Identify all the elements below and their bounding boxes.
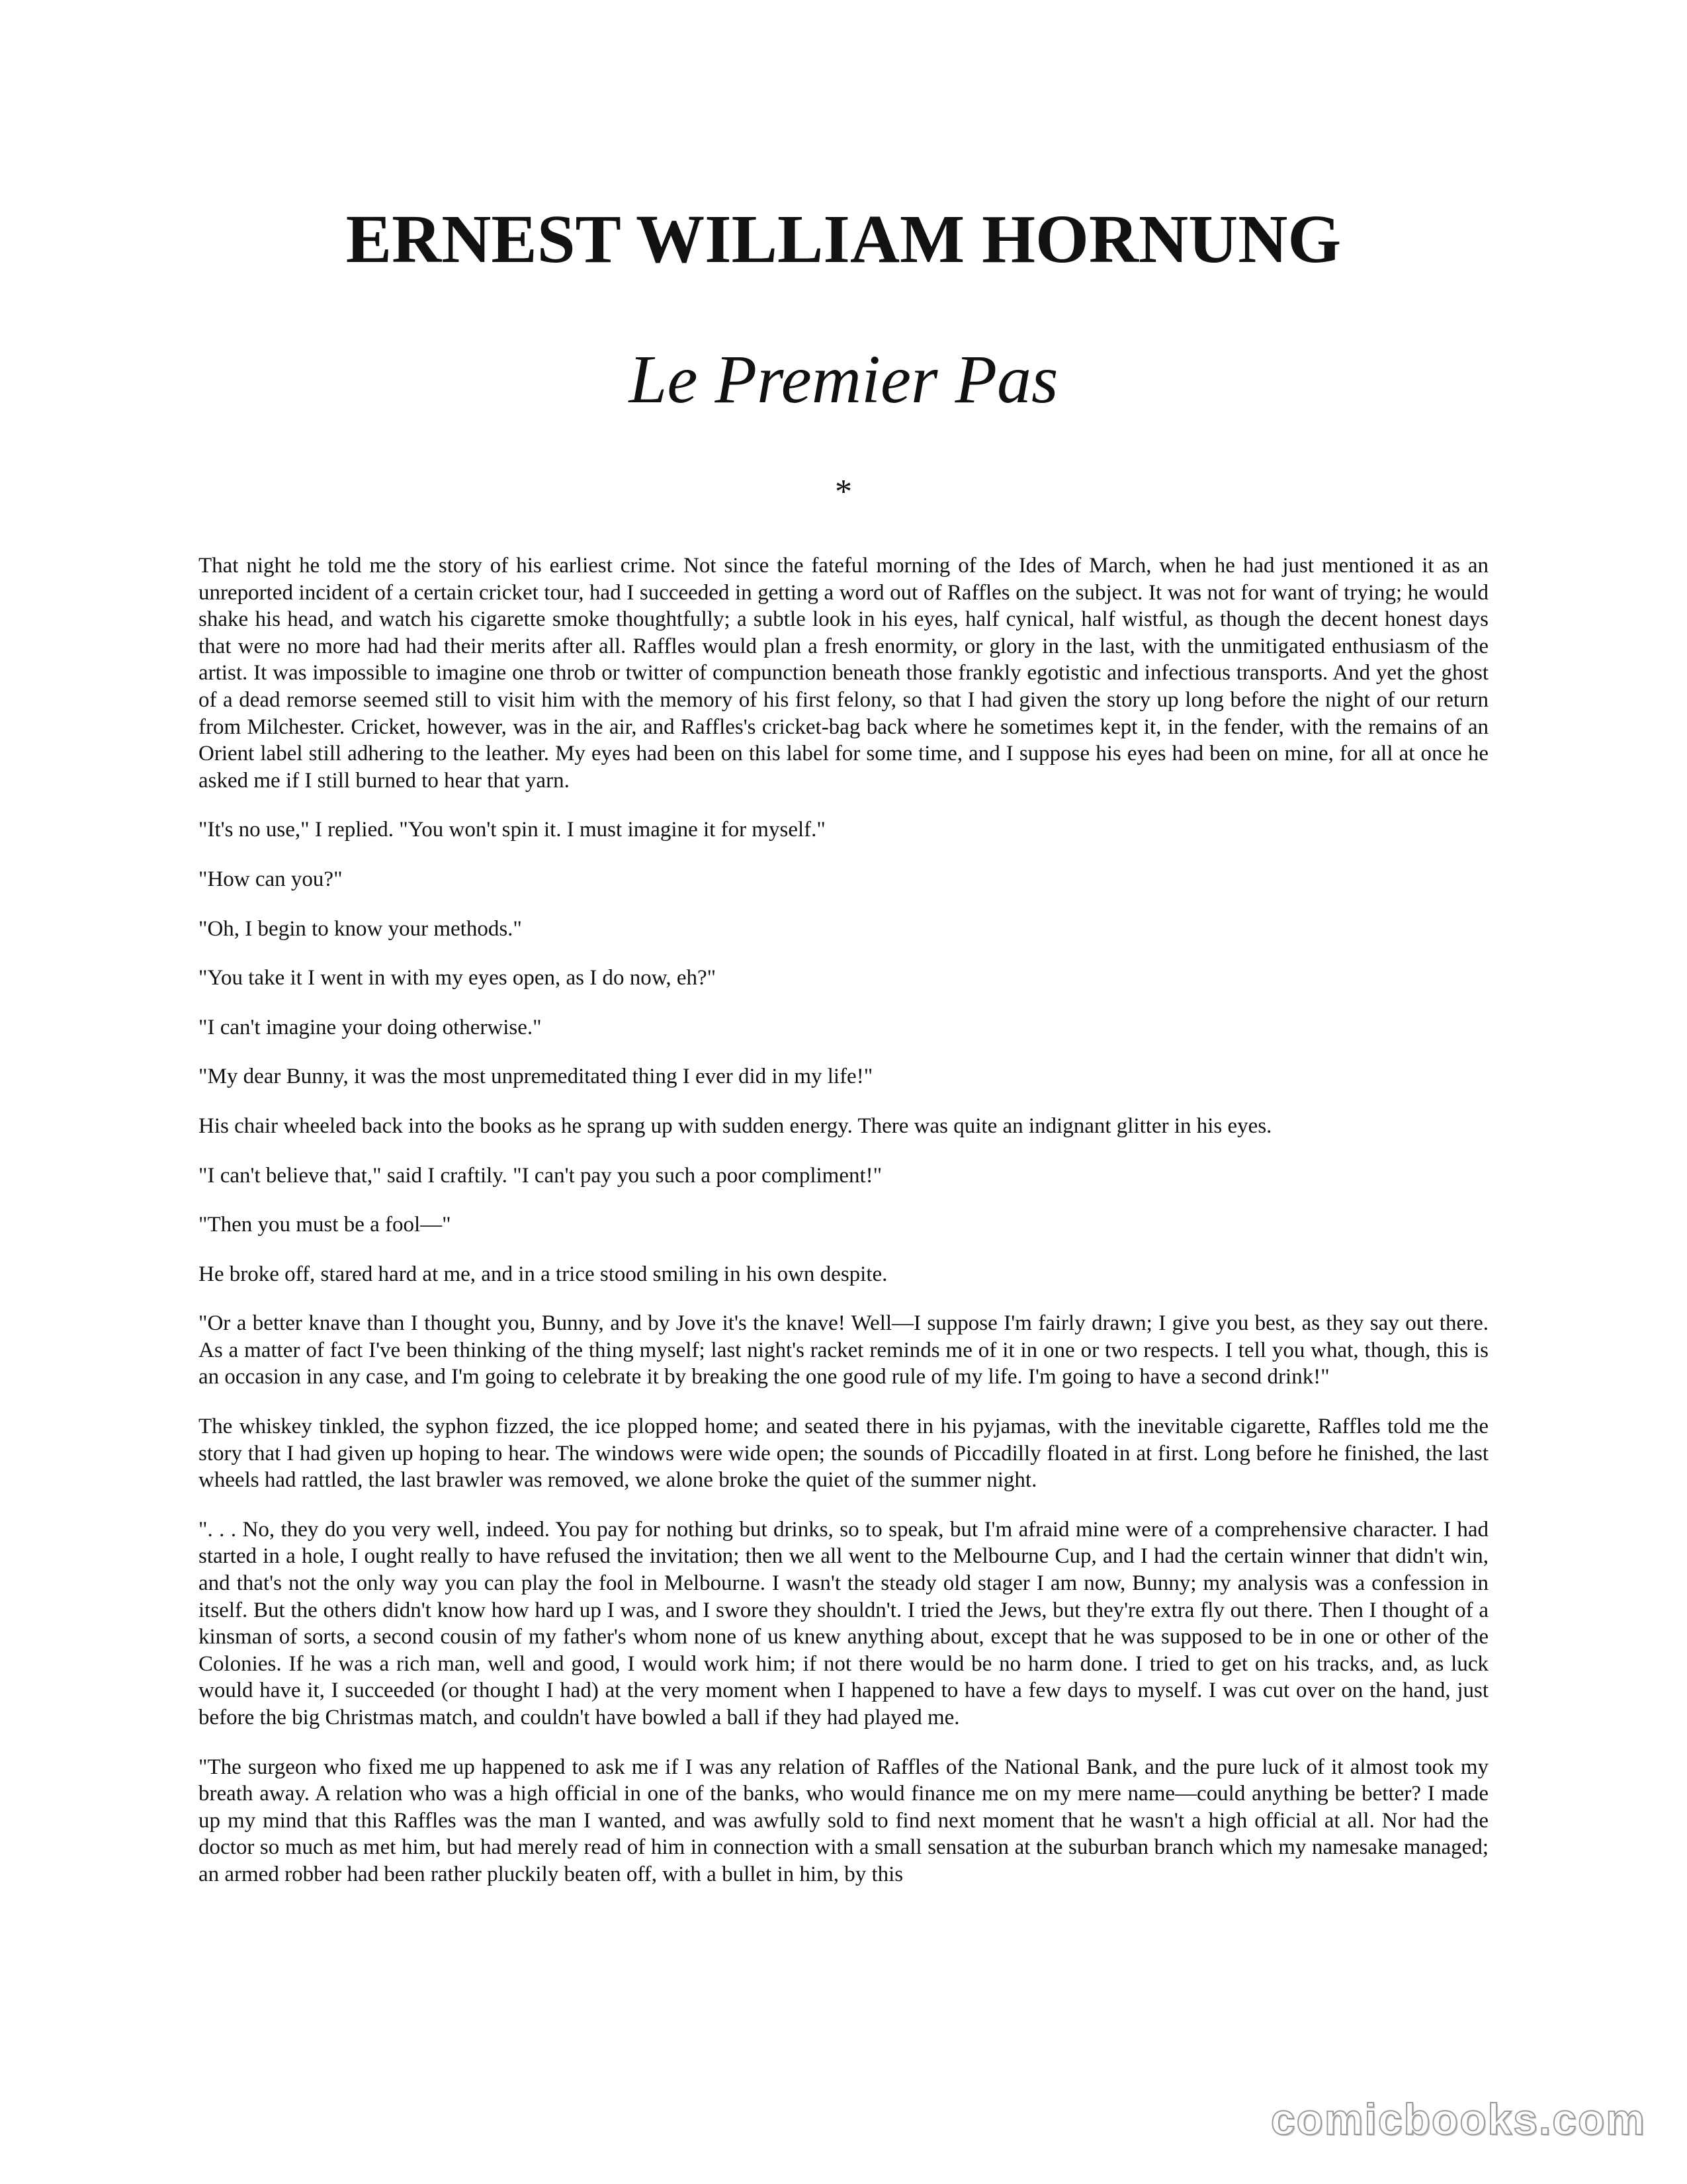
paragraph: His chair wheeled back into the books as he sprang up with sudden energy. There was quite an indignant glitter in his eyes. <box>198 1114 1272 1138</box>
story-body <box>198 552 1489 1911</box>
paragraph: "Oh, I begin to know your methods." <box>198 916 522 941</box>
paragraph: "You take it I went in with my eyes open, as I do now, eh?" <box>198 966 716 990</box>
paragraph: "I can't believe that," said I craftily. "I can't pay you such a poor compliment!" <box>198 1163 883 1188</box>
paragraph: ". . . No, they do you very well, indeed. You pay for nothing but drinks, so to speak, but I'm afraid mine were of a comprehensive character. I had started in a hole, I ought really to have refused the invitation; then we all went to the Melbourne Cup, and I had the certain winner that didn't win, and that's not the only way you can play the fool in Melbourne. I wasn't the steady old stager I am now, Bunny; my analysis was a confession in itself. But the others didn't know how hard up I was, and I swore they shouldn't. I tried the Jews, but they're extra fly out there. Then I thought of a kinsman of sorts, a second cousin of my father's whom none of us knew anything about, except that he was supposed to be in one or other of the Colonies. If he was a rich man, well and good, I would work him; if not there would be no harm done. I tried to get on his tracks, and, as luck would have it, I succeeded (or thought I had) at the very moment when I happened to have a few days to myself. I was cut over on the hand, just before the big Christmas match, and couldn't have bowled a ball if they had played me. <box>198 1517 1489 1729</box>
paragraph: "The surgeon who fixed me up happened to ask me if I was any relation of Raffles of the National Bank, and the pure luck of it almost took my breath away. A relation who was a high official in one of the banks, who would finance me on my mere name—could anything be better? I made up my mind that this Raffles was the man I wanted, and was awfully sold to find next moment that he wasn't a high official at all. Nor had the doctor so much as met him, but had merely read of him in connection with a small sensation at the suburban branch which my namesake managed; an armed robber had been rather pluckily beaten off, with a bullet in him, by this <box>198 1755 1489 1886</box>
paragraph: "How can you?" <box>198 867 343 891</box>
author-name: ERNEST WILLIAM HORNUNG <box>345 201 1342 277</box>
paragraph: "Then you must be a fool—" <box>198 1213 451 1237</box>
document-page <box>198 0 1489 2184</box>
paragraph: "My dear Bunny, it was the most unpremeditated thing I ever did in my life!" <box>198 1065 873 1089</box>
paragraph: He broke off, stared hard at me, and in a trice stood smiling in his own despite. <box>198 1262 888 1286</box>
section-separator: * <box>835 473 852 511</box>
paragraph: "Or a better knave than I thought you, Bunny, and by Jove it's the knave! Well—I suppose I'm fairly drawn; I give you best, as they say out there. As a matter of fact I've been thinking of the thing myself; last night's racket reminds me of it in one or two respects. I tell you what, though, this is an occasion in any case, and I'm going to celebrate it by breaking the one good rule of my life. I'm going to have a second drink!" <box>198 1311 1489 1389</box>
paragraph: The whiskey tinkled, the syphon fizzed, the ice plopped home; and seated there in his pyjamas, with the inevitable cigarette, Raffles told me the story that I had given up hoping to hear. The windows were wide open; the sounds of Piccadilly floated in at first. Long before he finished, the last wheels had rattled, the last brawler was removed, we alone broke the quiet of the summer night. <box>198 1415 1489 1493</box>
story-title: Le Premier Pas <box>628 341 1059 417</box>
paragraph: "I can't imagine your doing otherwise." <box>198 1015 542 1039</box>
watermark-logo: comicbooks.com <box>1270 2095 1646 2144</box>
paragraph: That night he told me the story of his earliest crime. Not since the fateful morning of the Ides of March, when he had just mentioned it as an unreported incident of a certain cricket tour, had I succeeded in getting a word out of Raffles on the subject. It was not for want of trying; he would shake his head, and watch his cigarette smoke thoughtfully; a subtle look in his eyes, half cynical, half wistful, as though the decent honest days that were no more had had their merits after all. Raffles would plan a fresh enormity, or glory in the last, with the unmitigated enthusiasm of the artist. It was impossible to imagine one throb or twitter of compunction beneath those frankly egotistic and infectious transports. And yet the ghost of a dead remorse seemed still to visit him with the memory of his first felony, so that I had given the story up long before the night of our return from Milchester. Cricket, however, was in the air, and Raffles's cricket-bag back where he sometimes kept it, in the fender, with the remains of an Orient label still adhering to the leather. My eyes had been on this label for some time, and I suppose his eyes had been on mine, for all at once he asked me if I still burned to hear that yarn. <box>198 554 1489 793</box>
paragraph: "It's no use," I replied. "You won't spin it. I must imagine it for myself." <box>198 818 826 842</box>
